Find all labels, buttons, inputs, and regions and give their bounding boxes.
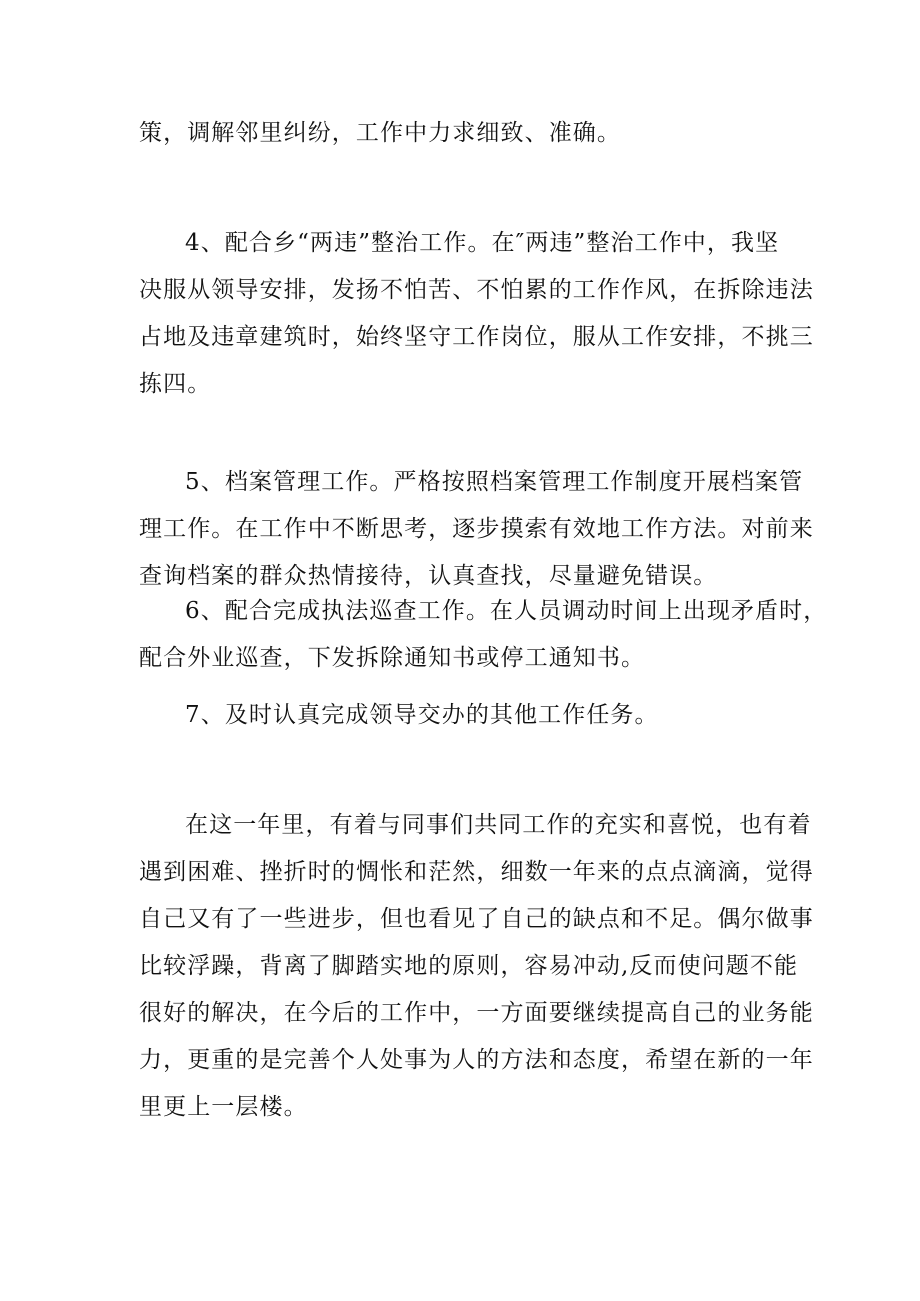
text-line: 查询档案的群众热情接待，认真查找，尽量避免错误。	[139, 563, 718, 589]
text-line: 拣四。	[139, 371, 212, 397]
text-line: 比较浮躁，背离了脚踏实地的原则，容易冲动,反而使问题不能	[139, 953, 799, 979]
paragraph-item-7	[139, 692, 789, 739]
text-line: 在这一年里，有着与同事们共同工作的充实和喜悦，也有着	[185, 812, 812, 838]
text-line: 配合外业巡查，下发拆除通知书或停工通知书。	[139, 645, 646, 671]
text-line: 4、配合乡“两违”整治工作。在″两违”整治工作中，我坚	[185, 230, 780, 256]
paragraph-item-6	[139, 588, 828, 682]
paragraph-summary	[139, 802, 814, 1131]
text-line: 理工作。在工作中不断思考，逐步摸索有效地工作方法。对前来	[139, 516, 814, 542]
text-line: 力，更重的是完善个人处事为人的方法和态度，希望在新的一年	[139, 1047, 814, 1073]
text-line: 占地及违章建筑时，始终坚守工作岗位，服从工作安排，不挑三	[139, 324, 814, 350]
text-line: 自己又有了一些进步，但也看见了自己的缺点和不足。偶尔做事	[139, 906, 814, 932]
text-line: 决服从领导安排，发扬不怕苦、不怕累的工作作风，在拆除违法	[139, 277, 814, 303]
paragraph-item-4	[139, 220, 814, 408]
paragraph-continuation	[139, 110, 789, 157]
text-line: 很好的解决，在今后的工作中，一方面要继续提高自己的业务能	[139, 1000, 814, 1026]
text-line: 策，调解邻里纠纷，工作中力求细致、准确。	[139, 120, 621, 146]
text-line: 6、配合完成执法巡查工作。在人员调动时间上出现矛盾时，	[185, 598, 828, 624]
text-line: 遇到困难、挫折时的惆怅和茫然，细数一年来的点点滴滴，觉得	[139, 859, 814, 885]
text-line: 里更上一层楼。	[139, 1094, 308, 1120]
paragraph-item-5	[139, 459, 814, 600]
text-line: 7、及时认真完成领导交办的其他工作任务。	[185, 702, 659, 728]
text-line: 5、档案管理工作。严格按照档案管理工作制度开展档案管	[185, 469, 804, 495]
